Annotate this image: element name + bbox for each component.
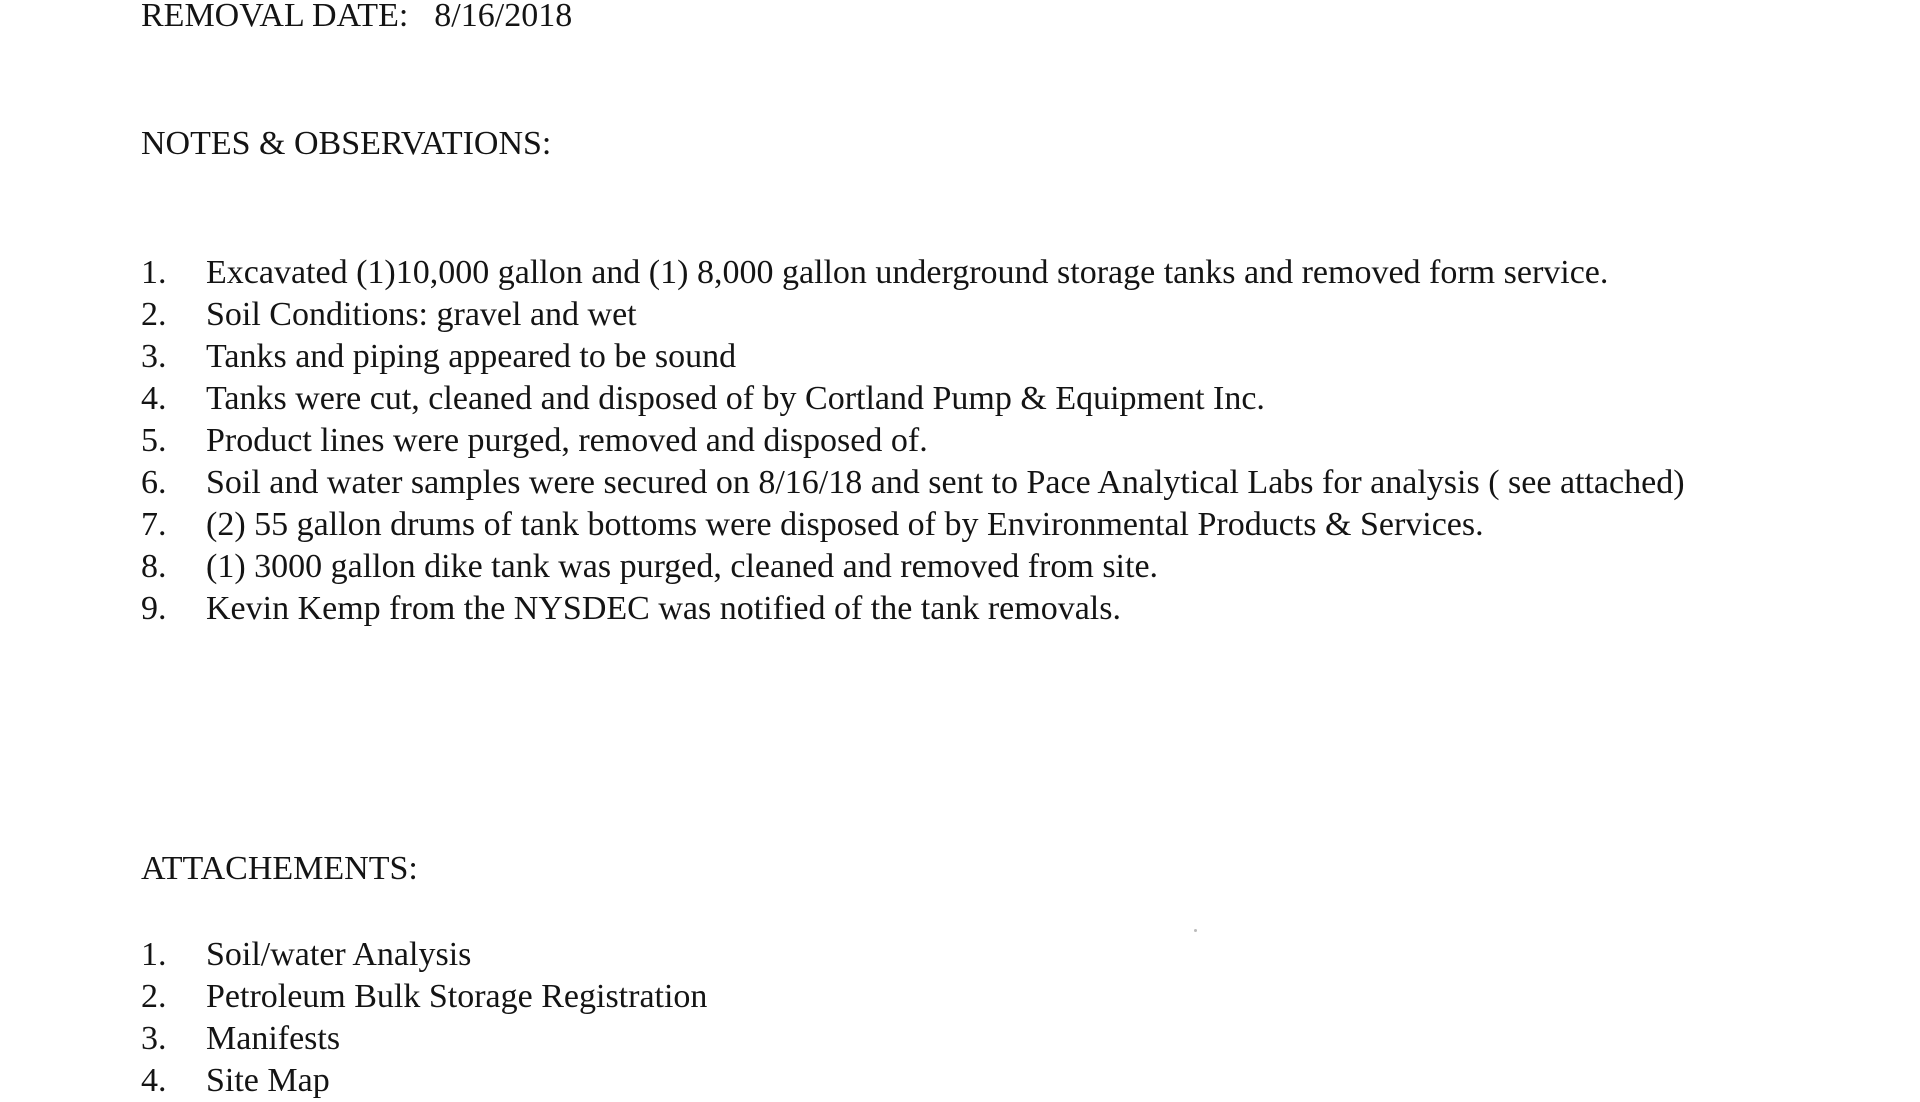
list-item (141, 1018, 1721, 1060)
list-item-text: Tanks were cut, cleaned and disposed of by Cortland Pump & Equipment Inc. (206, 380, 1265, 417)
list-item-text: Soil Conditions: gravel and wet (206, 296, 637, 333)
list-item-text: Tanks and piping appeared to be sound (206, 338, 737, 375)
list-item (141, 336, 1721, 378)
list-item-number: 8. (141, 548, 167, 585)
list-item (141, 976, 1721, 1018)
list-item-text: (1) 3000 gallon dike tank was purged, cleaned and removed from site. (206, 548, 1159, 585)
list-item-text: Kevin Kemp from the NYSDEC was notified of the tank removals. (206, 590, 1121, 627)
list-item-text: Excavated (1)10,000 gallon and (1) 8,000 gallon underground storage tanks and removed form service. (206, 254, 1609, 291)
list-item-number: 2. (141, 978, 167, 1015)
list-item (141, 588, 1721, 630)
list-item-number: 3. (141, 338, 167, 375)
list-item-text: Site Map (206, 1062, 330, 1099)
list-item-number: 1. (141, 936, 167, 973)
removal-date-line (141, 0, 572, 38)
attachments-heading: ATTACHEMENTS: (141, 850, 418, 887)
attachments-list (141, 934, 1721, 1102)
list-item (141, 378, 1721, 420)
list-item (141, 504, 1721, 546)
list-item (141, 294, 1721, 336)
list-item-number: 2. (141, 296, 167, 333)
list-item-text: Soil/water Analysis (206, 936, 472, 973)
list-item (141, 546, 1721, 588)
list-item-number: 7. (141, 506, 167, 543)
list-item (141, 252, 1721, 294)
list-item-text: Soil and water samples were secured on 8/16/18 and sent to Pace Analytical Labs for analysis ( see attached) (206, 464, 1685, 501)
removal-date-label: REMOVAL DATE: (141, 0, 409, 34)
notes-heading: NOTES & OBSERVATIONS: (141, 125, 552, 162)
notes-list (141, 252, 1721, 630)
list-item-text: Manifests (206, 1020, 341, 1057)
list-item (141, 934, 1721, 976)
list-item-number: 6. (141, 464, 167, 501)
list-item-number: 9. (141, 590, 167, 627)
list-item-number: 1. (141, 254, 167, 291)
list-item-number: 3. (141, 1020, 167, 1057)
list-item-text: (2) 55 gallon drums of tank bottoms were disposed of by Environmental Products & Services. (206, 506, 1484, 543)
list-item (141, 420, 1721, 462)
scan-speck (1194, 929, 1197, 932)
list-item (141, 462, 1721, 504)
list-item-text: Petroleum Bulk Storage Registration (206, 978, 708, 1015)
list-item-number: 4. (141, 1062, 167, 1099)
list-item-number: 5. (141, 422, 167, 459)
list-item (141, 1060, 1721, 1102)
list-item-text: Product lines were purged, removed and disposed of. (206, 422, 928, 459)
removal-date-value: 8/16/2018 (434, 0, 573, 34)
list-item-number: 4. (141, 380, 167, 417)
